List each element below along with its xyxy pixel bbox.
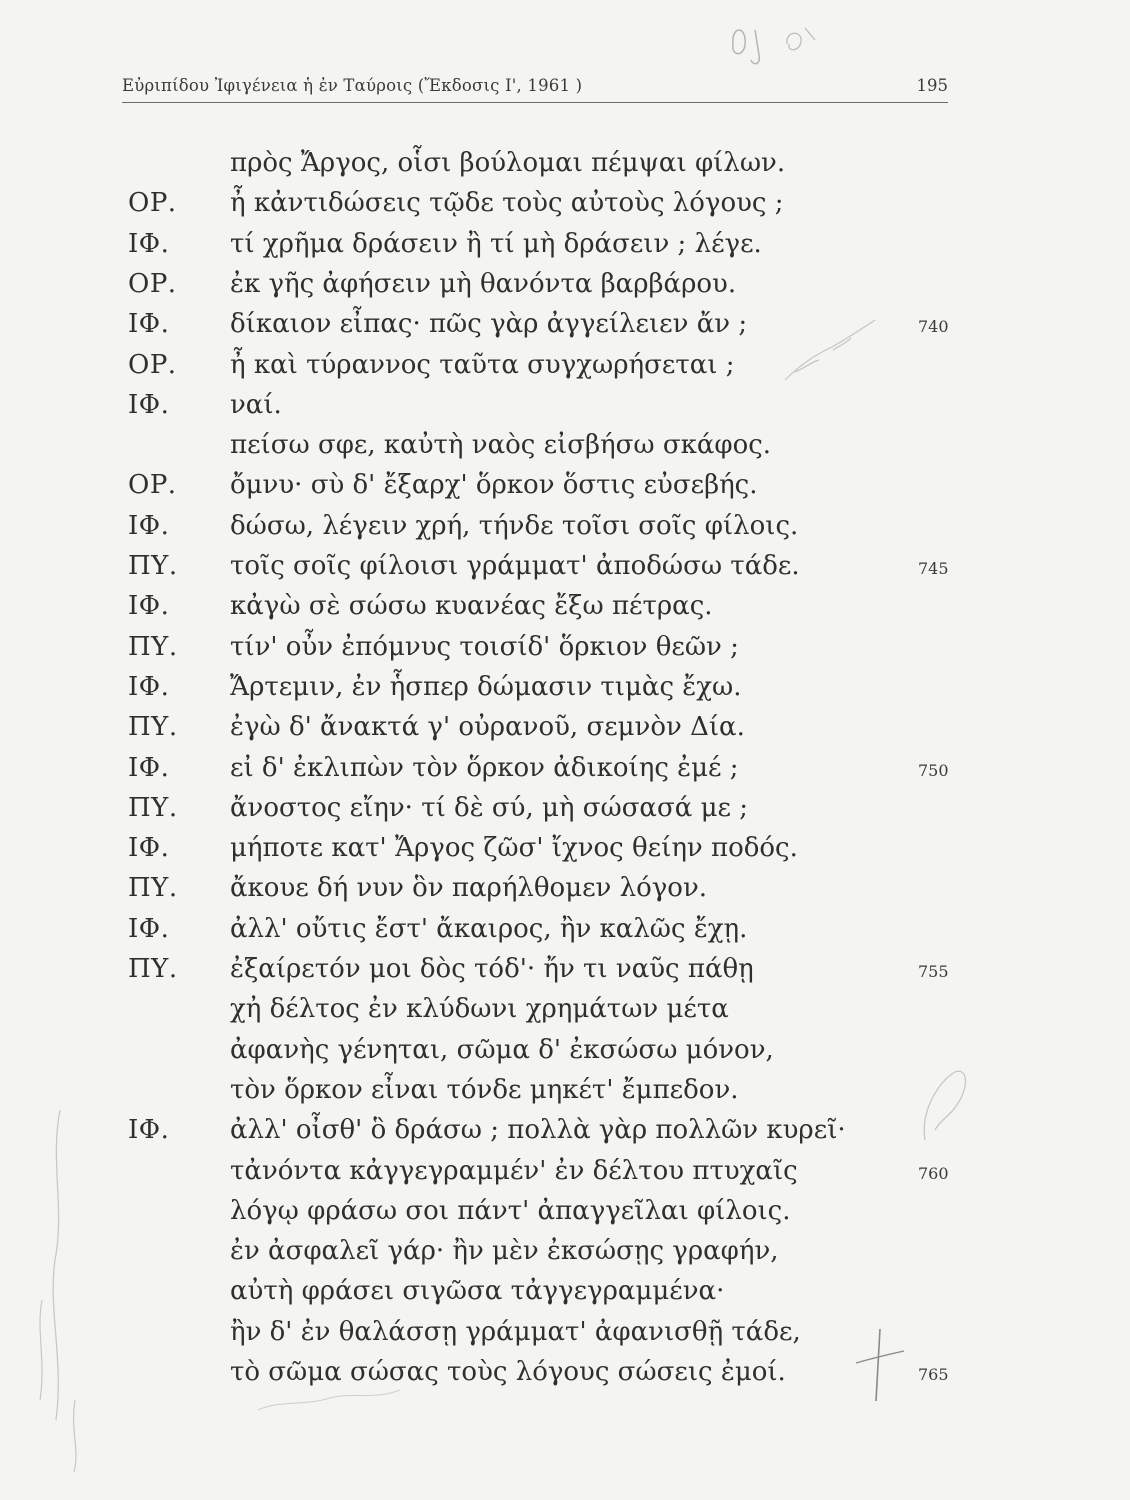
verse-line xyxy=(0,793,1130,833)
verse-text: ἐν ἀσφαλεῖ γάρ· ἢν μὲν ἐκσώσῃς γραφήν, xyxy=(230,1236,779,1267)
verse-text: δώσω, λέγειν χρή, τήνδε τοῖσι σοῖς φίλοις. xyxy=(230,510,799,541)
verse-line xyxy=(0,712,1130,752)
verse-text: λόγῳ φράσω σοι πάντ' ἀπαγγεῖλαι φίλοις. xyxy=(230,1195,791,1226)
verse-line xyxy=(0,309,1130,349)
line-number: 755 xyxy=(918,962,949,981)
verse-line xyxy=(0,833,1130,873)
verse-line xyxy=(0,470,1130,510)
speaker-label: ΙΦ. xyxy=(128,833,170,864)
verse-line xyxy=(0,994,1130,1034)
verse-line xyxy=(0,430,1130,470)
line-number: 760 xyxy=(918,1163,949,1183)
verse-line xyxy=(0,269,1130,309)
verse-line xyxy=(0,511,1130,551)
verse-line xyxy=(0,1196,1130,1236)
verse-text: ἦ καὶ τύραννος ταῦτα συγχωρήσεται ; xyxy=(230,349,735,380)
speaker-label: ΟΡ. xyxy=(128,268,177,299)
line-number: 765 xyxy=(918,1365,949,1384)
verse-line xyxy=(0,551,1130,591)
speaker-label: ΙΦ. xyxy=(128,510,170,541)
verse-line xyxy=(0,954,1130,994)
verse-text: μήποτε κατ' Ἄργος ζῶσ' ἴχνος θείην ποδός. xyxy=(230,833,798,864)
verse-text: τὸν ὅρκον εἶναι τόνδε μηκέτ' ἔμπεδον. xyxy=(230,1074,739,1105)
speaker-label: ΟΡ. xyxy=(128,188,177,219)
line-number: 745 xyxy=(918,559,949,578)
verse-line xyxy=(0,1317,1130,1357)
verse-text: πείσω σφε, καὐτὴ ναὸς εἰσβήσω σκάφος. xyxy=(230,430,772,461)
verse-line xyxy=(0,188,1130,228)
verse-line xyxy=(0,1156,1130,1196)
verse-line xyxy=(0,350,1130,390)
verse-text: ἀλλ' οἶσθ' ὃ δράσω ; πολλὰ γὰρ πολλῶν κυρεῖ· xyxy=(230,1115,846,1146)
verse-text: ὄμνυ· σὺ δ' ἔξαρχ' ὅρκον ὅστις εὐσεβής. xyxy=(230,470,758,501)
verse-text: ναί. xyxy=(230,389,282,420)
verse-text: ἐκ γῆς ἀφήσειν μὴ θανόντα βαρβάρου. xyxy=(230,268,737,299)
pencil-scribble-right-margin xyxy=(775,310,885,390)
verse-text: τί χρῆμα δράσειν ἢ τί μὴ δράσειν ; λέγε. xyxy=(230,228,762,259)
verse-text: αὐτὴ φράσει σιγῶσα τἀγγεγραμμένα· xyxy=(230,1276,725,1307)
pencil-scribble-bottom xyxy=(250,1380,410,1420)
verse-text: τὸ σῶμα σώσας τοὺς λόγους σώσεις ἐμοί. xyxy=(230,1357,786,1387)
verse-text: ἐγὼ δ' ἄνακτά γ' οὐρανοῦ, σεμνὸν Δία. xyxy=(230,712,745,743)
verse-line xyxy=(0,632,1130,672)
pencil-mark-end xyxy=(850,1325,910,1405)
speaker-label: ΠΥ. xyxy=(128,551,178,581)
verse-text: ἦ κἀντιδώσεις τῷδε τοὺς αὐτοὺς λόγους ; xyxy=(230,188,784,219)
verse-line xyxy=(0,390,1130,430)
verse-text: ἀφανὴς γένηται, σῶμα δ' ἐκσώσω μόνον, xyxy=(230,1034,774,1065)
verse-text: χἠ δέλτος ἐν κλύδωνι χρημάτων μέτα xyxy=(230,994,729,1025)
pencil-scribble-left-margin xyxy=(20,1100,100,1480)
speaker-label: ΟΡ. xyxy=(128,349,177,380)
speaker-label: ΠΥ. xyxy=(128,712,178,743)
verse-text: Ἄρτεμιν, ἐν ἧσπερ δώμασιν τιμὰς ἔχω. xyxy=(230,671,742,702)
speaker-label: ΙΦ. xyxy=(128,913,170,944)
page-number: 195 xyxy=(916,76,948,95)
speaker-label: ΙΦ. xyxy=(128,228,170,259)
verse-text: πρὸς Ἄργος, οἷσι βούλομαι πέμψαι φίλων. xyxy=(230,148,786,178)
verse-line xyxy=(0,672,1130,712)
verse-line xyxy=(0,148,1130,188)
speaker-label: ΙΦ. xyxy=(128,389,170,420)
verse-text: τίν' οὖν ἐπόμνυς τοισίδ' ὅρκιον θεῶν ; xyxy=(230,631,739,662)
speaker-label: ΙΦ. xyxy=(128,671,170,702)
speaker-label: ΠΥ. xyxy=(128,631,178,662)
verse-text: κἀγὼ σὲ σώσω κυανέας ἔξω πέτρας. xyxy=(230,591,713,622)
verse-line xyxy=(0,1276,1130,1316)
verse-text: τἀνόντα κἀγγεγραμμέν' ἐν δέλτου πτυχαῖς xyxy=(230,1155,798,1186)
verse-text: ἐξαίρετόν μοι δὸς τόδ'· ἤν τι ναῦς πάθῃ xyxy=(230,954,754,984)
pencil-scribble-right-lower xyxy=(910,1060,990,1150)
line-number: 750 xyxy=(918,760,949,780)
verse-line xyxy=(0,873,1130,913)
verse-line xyxy=(0,591,1130,631)
running-header xyxy=(122,72,948,103)
pencil-scribble-top-right xyxy=(725,0,865,70)
running-title: Εὐριπίδου Ἰφιγένεια ἡ ἐν Ταύροις (Ἔκδοσις Ι', 1961 ) xyxy=(122,76,583,95)
line-number: 740 xyxy=(918,317,949,337)
verse-text: τοῖς σοῖς φίλοισι γράμματ' ἀποδώσω τάδε. xyxy=(230,551,800,581)
verse-text: ἀλλ' οὔτις ἔστ' ἄκαιρος, ἢν καλῶς ἔχῃ. xyxy=(230,913,748,944)
verse-text: δίκαιον εἶπας· πῶς γὰρ ἀγγείλειεν ἄν ; xyxy=(230,309,748,340)
speaker-label: ΙΦ. xyxy=(128,591,170,622)
verse-line xyxy=(0,1236,1130,1276)
speaker-label: ΙΦ. xyxy=(128,1115,170,1146)
verse-line xyxy=(0,229,1130,269)
speaker-label: ΙΦ. xyxy=(128,752,170,783)
verse-line xyxy=(0,1357,1130,1397)
verse-text: ἢν δ' ἐν θαλάσσῃ γράμματ' ἀφανισθῇ τάδε, xyxy=(230,1316,801,1347)
speaker-label: ΙΦ. xyxy=(128,309,170,340)
speaker-label: ΠΥ. xyxy=(128,873,178,904)
speaker-label: ΠΥ. xyxy=(128,792,178,823)
verse-line xyxy=(0,753,1130,793)
speaker-label: ΟΡ. xyxy=(128,470,177,501)
verse-text: ἄκουε δή νυν ὃν παρήλθομεν λόγον. xyxy=(230,873,708,904)
verse-text: ἄνοστος εἴην· τί δὲ σύ, μὴ σώσασά με ; xyxy=(230,792,748,823)
verse-text: εἰ δ' ἐκλιπὼν τὸν ὅρκον ἀδικοίης ἐμέ ; xyxy=(230,752,739,783)
verse-line xyxy=(0,914,1130,954)
speaker-label: ΠΥ. xyxy=(128,954,178,984)
